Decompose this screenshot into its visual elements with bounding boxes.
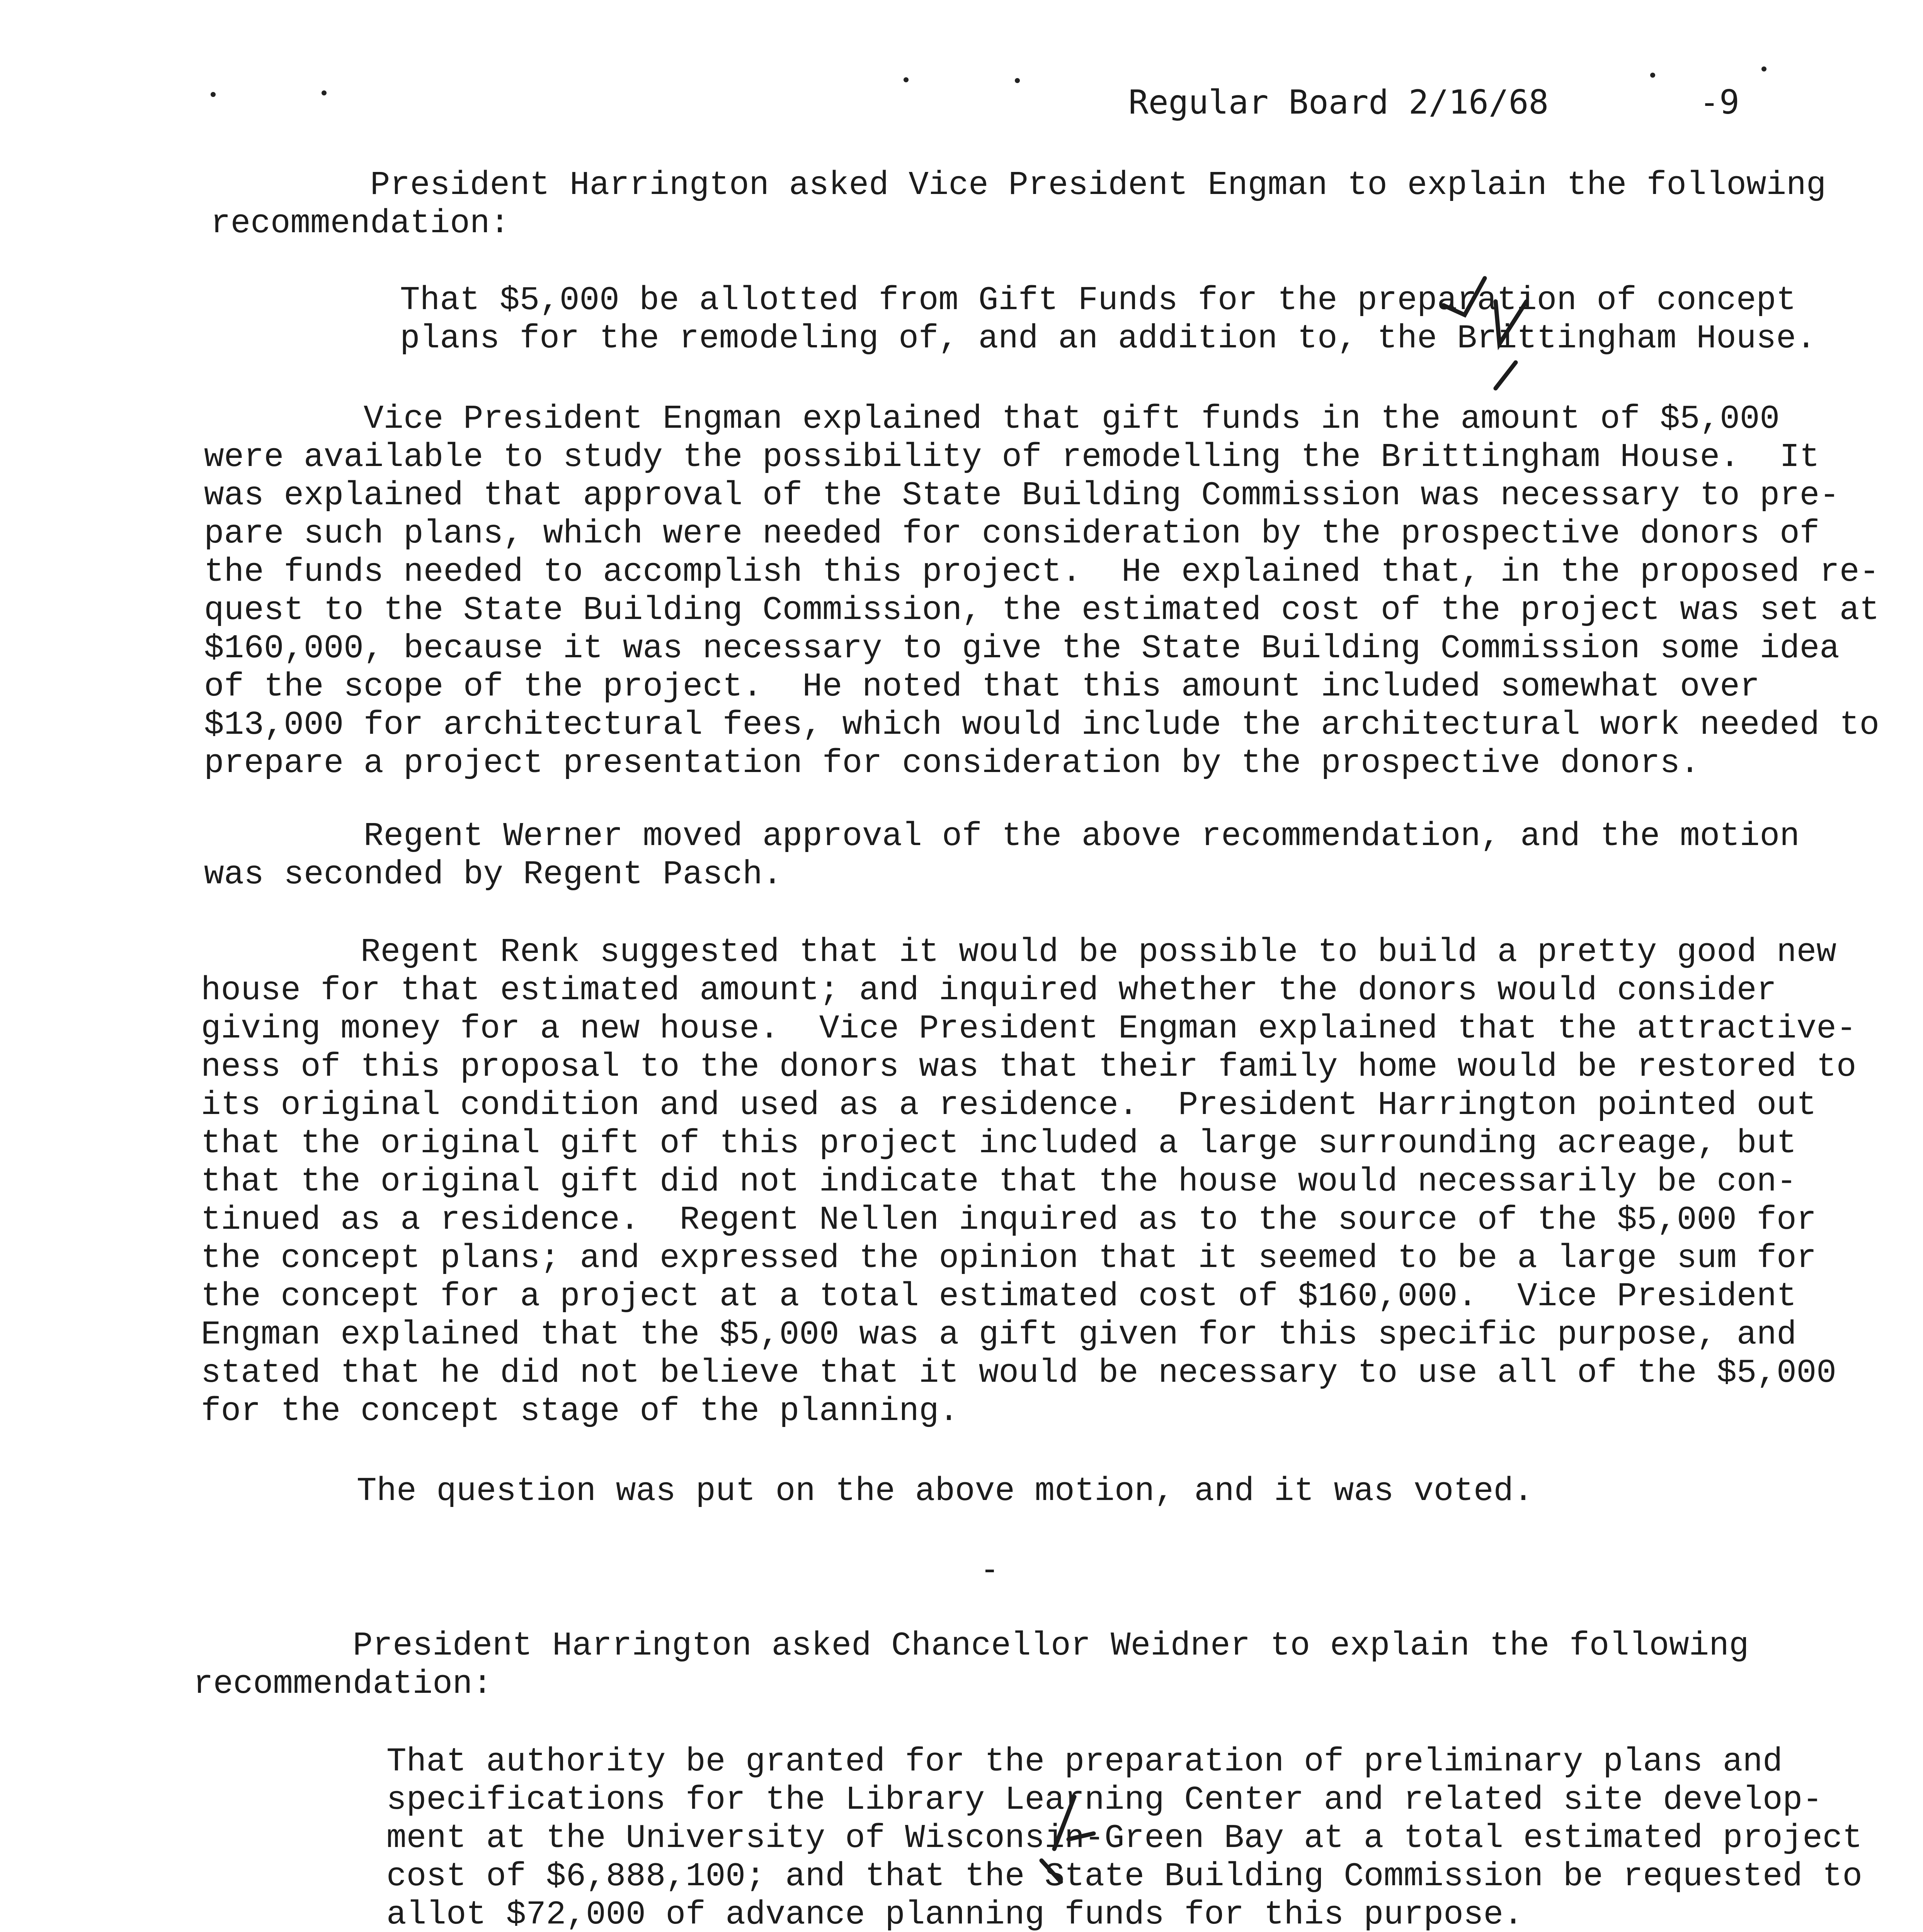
text-line: tinued as a residence. Regent Nellen inquired as to the source of the $5,000 for	[201, 1201, 1817, 1239]
section1-recommendation	[400, 281, 1816, 358]
text-line: that the original gift did not indicate that the house would necessarily be con-	[201, 1163, 1797, 1201]
text-line: giving money for a new house. Vice President Engman explained that the attractive-	[201, 1010, 1857, 1048]
text-line: Engman explained that the $5,000 was a gift given for this specific purpose, and	[201, 1316, 1797, 1354]
text-line: that the original gift of this project included a large surrounding acreage, but	[201, 1124, 1797, 1162]
text-line: The question was put on the above motion, and it was voted.	[197, 1472, 1533, 1510]
text-line: cost of $6,888,100; and that the State Building Commission be requested to	[386, 1857, 1863, 1895]
section1-explanation	[204, 400, 1879, 782]
header-page-number: -9	[1699, 83, 1739, 122]
scan-speck	[1761, 66, 1766, 71]
scan-speck	[1650, 73, 1655, 78]
section1-intro	[211, 166, 1826, 243]
text-line: stated that he did not believe that it would be necessary to use all of the $5,000	[201, 1354, 1836, 1392]
text-line: its original condition and used as a residence. President Harrington pointed out	[201, 1086, 1817, 1124]
text-line: recommendation:	[193, 1665, 493, 1703]
text-line: pare such plans, which were needed for consideration by the prospective donors of	[204, 515, 1820, 553]
text-line: plans for the remodeling of, and an addition to, the Brittingham House.	[400, 320, 1816, 357]
text-line: recommendation:	[211, 204, 510, 242]
scan-speck	[322, 90, 327, 95]
section1-vote	[197, 1472, 1533, 1510]
text-line: $13,000 for architectural fees, which would include the architectural work needed to	[204, 706, 1880, 744]
text-line: quest to the State Building Commission, the estimated cost of the project was set at	[204, 591, 1880, 629]
scan-speck	[211, 92, 216, 97]
text-line: were available to study the possibility of remodelling the Brittingham House. It	[204, 438, 1820, 476]
section-separator: -	[980, 1549, 1000, 1588]
text-line: That authority be granted for the preparation of preliminary plans and	[386, 1743, 1783, 1781]
text-line: specifications for the Library Learning Center and related site develop-	[386, 1781, 1823, 1819]
text-line: of the scope of the project. He noted that this amount included somewhat over	[204, 668, 1760, 706]
text-line: ment at the University of Wisconsin-Green Bay at a total estimated project	[386, 1819, 1863, 1857]
text-line: the concept plans; and expressed the opinion that it seemed to be a large sum for	[201, 1239, 1817, 1277]
text-line: ness of this proposal to the donors was that their family home would be restored to	[201, 1048, 1857, 1086]
text-line: President Harrington asked Chancellor Weidner to explain the following	[193, 1627, 1749, 1665]
scan-speck	[904, 77, 909, 82]
section2-recommendation	[386, 1743, 1862, 1932]
header-title: Regular Board 2/16/68	[1128, 83, 1549, 122]
text-line: President Harrington asked Vice President Engman to explain the following	[211, 166, 1826, 204]
section1-discussion	[201, 933, 1857, 1430]
text-line: prepare a project presentation for consideration by the prospective donors.	[204, 744, 1700, 782]
text-line: house for that estimated amount; and inquired whether the donors would consider	[201, 971, 1777, 1009]
text-line: $160,000, because it was necessary to give the State Building Commission some idea	[204, 629, 1840, 667]
text-line: the concept for a project at a total estimated cost of $160,000. Vice President	[201, 1277, 1797, 1315]
text-line: Vice President Engman explained that gift funds in the amount of $5,000	[204, 400, 1780, 438]
text-line: for the concept stage of the planning.	[201, 1392, 959, 1430]
text-line: Regent Werner moved approval of the above recommendation, and the motion	[204, 817, 1800, 855]
scan-speck	[1015, 78, 1020, 83]
text-line: allot $72,000 of advance planning funds for this purpose.	[386, 1896, 1523, 1932]
text-line: was seconded by Regent Pasch.	[204, 855, 783, 893]
text-line: the funds needed to accomplish this project. He explained that, in the proposed re-	[204, 553, 1880, 591]
text-line: Regent Renk suggested that it would be possible to build a pretty good new	[201, 933, 1836, 971]
section2-intro	[193, 1627, 1749, 1703]
page-header	[1128, 83, 1739, 122]
text-line: was explained that approval of the State Building Commission was necessary to pre-	[204, 476, 1840, 514]
section1-motion	[204, 817, 1800, 894]
text-line: That $5,000 be allotted from Gift Funds for the preparation of concept	[400, 281, 1796, 319]
